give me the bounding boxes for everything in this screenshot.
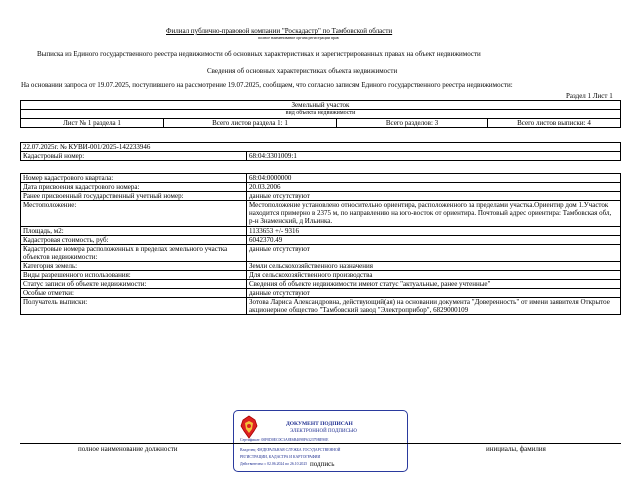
row-label: Дата присвоения кадастрового номера: bbox=[21, 183, 247, 192]
table-row bbox=[21, 298, 621, 315]
date-number: 22.07.2025г. № КУВИ-001/2025-142233946 bbox=[21, 143, 621, 152]
row-value: 1133653 +/- 9316 bbox=[247, 227, 621, 236]
table-row bbox=[21, 183, 621, 192]
organization-name: Филиал публично-правовой компании "Роскадастр" по Тамбовской области bbox=[166, 27, 393, 35]
object-type-table bbox=[20, 100, 621, 128]
row-label: Местоположение: bbox=[21, 201, 247, 227]
cadastral-label: Кадастровый номер: bbox=[21, 152, 247, 161]
stamp-line1: ДОКУМЕНТ ПОДПИСАН bbox=[286, 421, 353, 427]
row-value: Для сельскохозяйственного производства bbox=[247, 271, 621, 280]
extract-title: Выписка из Единого государственного реестра недвижимости об основных характеристиках и зарегистрированных правах на объект недвижимости bbox=[37, 50, 481, 58]
row-value: данные отсутствуют bbox=[247, 289, 621, 298]
cadastral-value: 68:04:3301009:1 bbox=[247, 152, 621, 161]
table-row bbox=[21, 289, 621, 298]
sheet-number: Лист № 1 раздела 1 bbox=[21, 119, 164, 128]
table-row bbox=[21, 236, 621, 245]
stamp-line2: ЭЛЕКТРОННОЙ ПОДПИСЬЮ bbox=[290, 429, 357, 434]
row-label: Номер кадастрового квартала: bbox=[21, 174, 247, 183]
table-row bbox=[21, 271, 621, 280]
row-value: Зотова Лариса Александровна, действующий(ая) на основании документа "Доверенность" от имени заявителя Открытое акционерное общество "Тамбовский завод "Электроприбор", 6829000109 bbox=[247, 298, 621, 315]
row-value: 20.03.2006 bbox=[247, 183, 621, 192]
row-label: Статус записи об объекте недвижимости: bbox=[21, 280, 247, 289]
stamp-owner: Владелец: ФЕДЕРАЛЬНАЯ СЛУЖБА ГОСУДАРСТВЕННОЙ bbox=[240, 448, 341, 452]
row-label: Категория земель: bbox=[21, 262, 247, 271]
sections-total: Всего разделов: 3 bbox=[337, 119, 488, 128]
characteristics-table bbox=[20, 173, 621, 315]
table-row bbox=[21, 227, 621, 236]
organization-caption: полное наименование органа регистрации прав bbox=[258, 35, 339, 40]
table-row bbox=[21, 280, 621, 289]
row-value: Местоположение установлено относительно ориентира, расположенного за пределами участка.Ориентир дом 1.Участок находится примерно в 2375 м, по направлению на юго-восток от ориентира. Почтовый адрес ориентира: Тамбовская обл, р-н Знаменский, д Ильинка. bbox=[247, 201, 621, 227]
row-value: 6042370.49 bbox=[247, 236, 621, 245]
section-title: Сведения об основных характеристиках объекта недвижимости bbox=[207, 67, 398, 75]
sheets-total: Всего листов выписки: 4 bbox=[488, 119, 621, 128]
section-sheet: Раздел 1 Лист 1 bbox=[566, 92, 613, 100]
sheets-in-section: Всего листов раздела 1: 1 bbox=[164, 119, 337, 128]
row-value: Земли сельскохозяйственного назначения bbox=[247, 262, 621, 271]
name-caption: инициалы, фамилия bbox=[486, 445, 546, 453]
coat-of-arms-icon bbox=[238, 414, 260, 440]
row-label: Особые отметки: bbox=[21, 289, 247, 298]
row-label: Ранее присвоенный государственный учетный номер: bbox=[21, 192, 247, 201]
row-value: данные отсутствуют bbox=[247, 245, 621, 262]
signature-caption: подпись bbox=[310, 460, 335, 468]
object-type: Земельный участок bbox=[21, 101, 621, 110]
table-row bbox=[21, 174, 621, 183]
table-row bbox=[21, 192, 621, 201]
basis-text: На основании запроса от 19.07.2025, поступившего на рассмотрение 19.07.2025, сообщаем, что согласно записям Единого государственного реестра недвижимости: bbox=[21, 81, 513, 89]
row-label: Кадастровые номера расположенных в пределах земельного участка объектов недвижимости: bbox=[21, 245, 247, 262]
table-row bbox=[21, 201, 621, 227]
stamp-valid: Действителен: с 02.06.2024 по 26.10.2025 bbox=[240, 462, 308, 466]
row-label: Кадастровая стоимость, руб: bbox=[21, 236, 247, 245]
extract-id-table bbox=[20, 142, 621, 161]
row-label: Получатель выписки: bbox=[21, 298, 247, 315]
row-value: 68:04:0000000 bbox=[247, 174, 621, 183]
stamp-cert: Сертификат: 00F0D0EC0C3A8E6B4098F632379BE90E bbox=[240, 438, 329, 442]
row-value: данные отсутствуют bbox=[247, 192, 621, 201]
table-row bbox=[21, 245, 621, 262]
row-label: Площадь, м2: bbox=[21, 227, 247, 236]
object-type-caption: вид объекта недвижимости bbox=[21, 110, 621, 119]
stamp-owner-2: РЕГИСТРАЦИИ, КАДАСТРА И КАРТОГРАФИИ bbox=[240, 455, 321, 459]
position-caption: полное наименование должности bbox=[78, 445, 178, 453]
row-label: Виды разрешенного использования: bbox=[21, 271, 247, 280]
table-row bbox=[21, 262, 621, 271]
row-value: Сведения об объекте недвижимости имеют статус "актуальные, ранее учтенные" bbox=[247, 280, 621, 289]
signature-divider bbox=[20, 443, 621, 444]
